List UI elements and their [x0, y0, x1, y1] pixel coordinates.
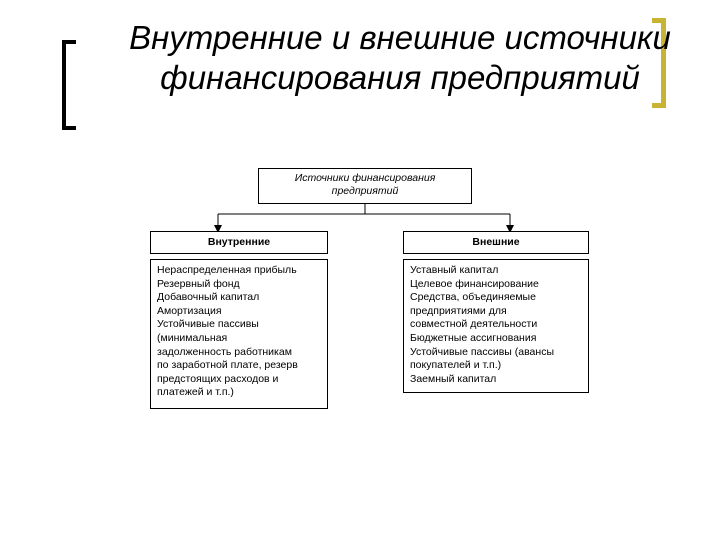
list-item: Средства, объединяемые [410, 291, 536, 304]
root-node-line-2: предприятий [331, 185, 399, 197]
root-node [258, 168, 472, 204]
root-node-line-1: Источники финансирования [294, 172, 436, 184]
list-item: Устойчивые пассивы [157, 318, 259, 331]
list-item: Амортизация [157, 304, 222, 317]
external-sources-list [403, 259, 589, 393]
list-item: совместной деятельности [410, 318, 538, 331]
internal-heading: Внутренние [150, 231, 328, 254]
list-item: (минимальная [157, 331, 228, 344]
list-item: предприятиями для [410, 304, 507, 317]
internal-sources-list [150, 259, 328, 409]
slide-title-line-2: финансирования предприятий [160, 59, 640, 96]
list-item: Заемный капитал [410, 372, 497, 385]
list-item: задолженность работникам [157, 345, 292, 358]
list-item: Нераспределенная прибыль [157, 264, 297, 276]
list-item: Целевое финансирование [410, 277, 539, 290]
list-item: платежей и т.п.) [157, 386, 234, 399]
external-heading: Внешние [403, 231, 589, 254]
list-item: покупателей и т.п.) [410, 359, 502, 372]
list-item: Бюджетные ассигнования [410, 331, 537, 344]
list-item: Добавочный капитал [157, 291, 260, 304]
list-item: предстоящих расходов и [157, 372, 279, 385]
list-item: Уставный капитал [410, 264, 499, 276]
list-item: Резервный фонд [157, 277, 240, 290]
list-item: Устойчивые пассивы (авансы [410, 345, 554, 358]
slide-title-line-1: Внутренние и внешние источники [129, 19, 671, 56]
list-item: по заработной плате, резерв [157, 359, 298, 372]
